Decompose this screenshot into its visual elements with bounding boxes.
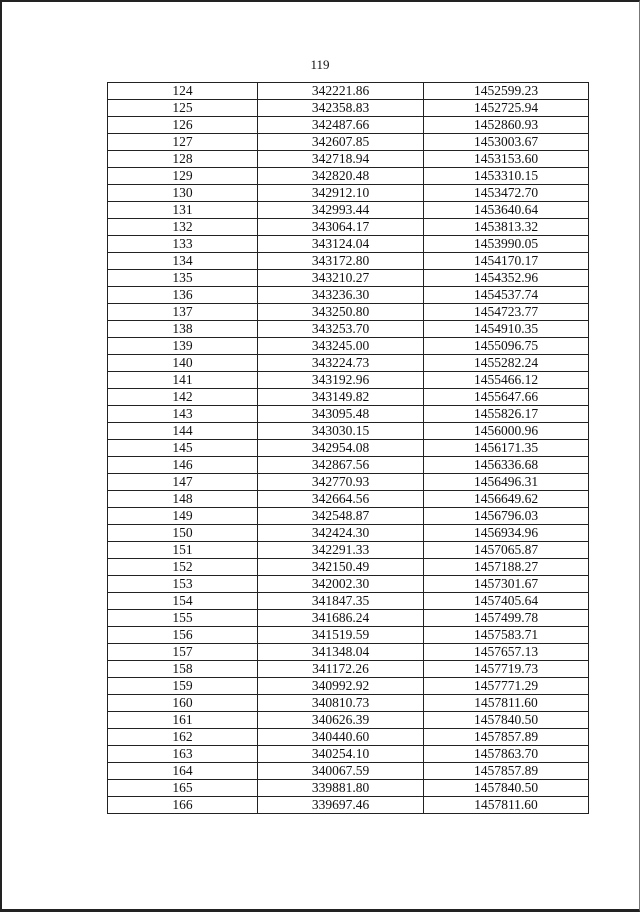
- table-row: [108, 627, 589, 644]
- point-number-cell: 135: [108, 270, 258, 287]
- table-row: [108, 712, 589, 729]
- point-number-cell: 164: [108, 763, 258, 780]
- point-number-cell: 162: [108, 729, 258, 746]
- x-coordinate-cell: 342358.83: [258, 100, 424, 117]
- point-number-cell: 140: [108, 355, 258, 372]
- point-number-cell: 126: [108, 117, 258, 134]
- x-coordinate-cell: 341686.24: [258, 610, 424, 627]
- y-coordinate-cell: 1453640.64: [424, 202, 589, 219]
- point-number-cell: 155: [108, 610, 258, 627]
- point-number-cell: 125: [108, 100, 258, 117]
- point-number-cell: 132: [108, 219, 258, 236]
- point-number-cell: 152: [108, 559, 258, 576]
- y-coordinate-cell: 1457499.78: [424, 610, 589, 627]
- y-coordinate-cell: 1453813.32: [424, 219, 589, 236]
- x-coordinate-cell: 342487.66: [258, 117, 424, 134]
- table-row: [108, 100, 589, 117]
- y-coordinate-cell: 1454170.17: [424, 253, 589, 270]
- point-number-cell: 149: [108, 508, 258, 525]
- y-coordinate-cell: 1455826.17: [424, 406, 589, 423]
- table-row: [108, 508, 589, 525]
- y-coordinate-cell: 1457657.13: [424, 644, 589, 661]
- table-row: [108, 644, 589, 661]
- x-coordinate-cell: 340810.73: [258, 695, 424, 712]
- y-coordinate-cell: 1457840.50: [424, 712, 589, 729]
- y-coordinate-cell: 1452725.94: [424, 100, 589, 117]
- y-coordinate-cell: 1457301.67: [424, 576, 589, 593]
- x-coordinate-cell: 342912.10: [258, 185, 424, 202]
- table-row: [108, 372, 589, 389]
- x-coordinate-cell: 341172.26: [258, 661, 424, 678]
- y-coordinate-cell: 1457719.73: [424, 661, 589, 678]
- x-coordinate-cell: 340254.10: [258, 746, 424, 763]
- x-coordinate-cell: 342993.44: [258, 202, 424, 219]
- y-coordinate-cell: 1457188.27: [424, 559, 589, 576]
- table-row: [108, 593, 589, 610]
- table-row: [108, 559, 589, 576]
- x-coordinate-cell: 343245.00: [258, 338, 424, 355]
- table-row: [108, 202, 589, 219]
- point-number-cell: 133: [108, 236, 258, 253]
- point-number-cell: 146: [108, 457, 258, 474]
- point-number-cell: 163: [108, 746, 258, 763]
- y-coordinate-cell: 1456496.31: [424, 474, 589, 491]
- x-coordinate-cell: 342820.48: [258, 168, 424, 185]
- point-number-cell: 150: [108, 525, 258, 542]
- y-coordinate-cell: 1454723.77: [424, 304, 589, 321]
- table-row: [108, 253, 589, 270]
- point-number-cell: 165: [108, 780, 258, 797]
- table-row: [108, 270, 589, 287]
- y-coordinate-cell: 1453310.15: [424, 168, 589, 185]
- point-number-cell: 144: [108, 423, 258, 440]
- y-coordinate-cell: 1456796.03: [424, 508, 589, 525]
- y-coordinate-cell: 1457811.60: [424, 695, 589, 712]
- table-row: [108, 474, 589, 491]
- point-number-cell: 151: [108, 542, 258, 559]
- point-number-cell: 128: [108, 151, 258, 168]
- point-number-cell: 124: [108, 83, 258, 100]
- y-coordinate-cell: 1457405.64: [424, 593, 589, 610]
- x-coordinate-cell: 343030.15: [258, 423, 424, 440]
- table-row: [108, 457, 589, 474]
- y-coordinate-cell: 1456171.35: [424, 440, 589, 457]
- x-coordinate-cell: 343149.82: [258, 389, 424, 406]
- coordinates-table-body: [108, 83, 589, 814]
- table-row: [108, 168, 589, 185]
- table-row: [108, 525, 589, 542]
- x-coordinate-cell: 342548.87: [258, 508, 424, 525]
- y-coordinate-cell: 1455647.66: [424, 389, 589, 406]
- point-number-cell: 142: [108, 389, 258, 406]
- point-number-cell: 148: [108, 491, 258, 508]
- point-number-cell: 143: [108, 406, 258, 423]
- x-coordinate-cell: 342718.94: [258, 151, 424, 168]
- table-row: [108, 576, 589, 593]
- table-row: [108, 440, 589, 457]
- point-number-cell: 141: [108, 372, 258, 389]
- table-row: [108, 746, 589, 763]
- table-row: [108, 406, 589, 423]
- y-coordinate-cell: 1457811.60: [424, 797, 589, 814]
- x-coordinate-cell: 343124.04: [258, 236, 424, 253]
- y-coordinate-cell: 1455466.12: [424, 372, 589, 389]
- table-row: [108, 542, 589, 559]
- page-number: 119: [310, 57, 330, 72]
- table-row: [108, 117, 589, 134]
- table-row: [108, 321, 589, 338]
- x-coordinate-cell: 340067.59: [258, 763, 424, 780]
- table-row: [108, 355, 589, 372]
- y-coordinate-cell: 1455096.75: [424, 338, 589, 355]
- x-coordinate-cell: 343250.80: [258, 304, 424, 321]
- y-coordinate-cell: 1457840.50: [424, 780, 589, 797]
- table-row: [108, 780, 589, 797]
- x-coordinate-cell: 342867.56: [258, 457, 424, 474]
- x-coordinate-cell: 342150.49: [258, 559, 424, 576]
- table-row: [108, 287, 589, 304]
- y-coordinate-cell: 1456000.96: [424, 423, 589, 440]
- y-coordinate-cell: 1456649.62: [424, 491, 589, 508]
- x-coordinate-cell: 342424.30: [258, 525, 424, 542]
- x-coordinate-cell: 341847.35: [258, 593, 424, 610]
- x-coordinate-cell: 343224.73: [258, 355, 424, 372]
- x-coordinate-cell: 342221.86: [258, 83, 424, 100]
- point-number-cell: 161: [108, 712, 258, 729]
- point-number-cell: 129: [108, 168, 258, 185]
- table-row: [108, 423, 589, 440]
- x-coordinate-cell: 339881.80: [258, 780, 424, 797]
- x-coordinate-cell: 342770.93: [258, 474, 424, 491]
- y-coordinate-cell: 1455282.24: [424, 355, 589, 372]
- y-coordinate-cell: 1453990.05: [424, 236, 589, 253]
- coordinates-table: [107, 82, 589, 814]
- y-coordinate-cell: 1454537.74: [424, 287, 589, 304]
- table-row: [108, 134, 589, 151]
- x-coordinate-cell: 340440.60: [258, 729, 424, 746]
- y-coordinate-cell: 1454910.35: [424, 321, 589, 338]
- point-number-cell: 127: [108, 134, 258, 151]
- x-coordinate-cell: 342002.30: [258, 576, 424, 593]
- point-number-cell: 157: [108, 644, 258, 661]
- y-coordinate-cell: 1456336.68: [424, 457, 589, 474]
- table-row: [108, 610, 589, 627]
- table-row: [108, 695, 589, 712]
- point-number-cell: 134: [108, 253, 258, 270]
- y-coordinate-cell: 1457065.87: [424, 542, 589, 559]
- point-number-cell: 145: [108, 440, 258, 457]
- x-coordinate-cell: 343064.17: [258, 219, 424, 236]
- x-coordinate-cell: 343236.30: [258, 287, 424, 304]
- x-coordinate-cell: 341519.59: [258, 627, 424, 644]
- y-coordinate-cell: 1454352.96: [424, 270, 589, 287]
- x-coordinate-cell: 340626.39: [258, 712, 424, 729]
- point-number-cell: 166: [108, 797, 258, 814]
- table-row: [108, 763, 589, 780]
- x-coordinate-cell: 342291.33: [258, 542, 424, 559]
- x-coordinate-cell: 343210.27: [258, 270, 424, 287]
- y-coordinate-cell: 1452599.23: [424, 83, 589, 100]
- x-coordinate-cell: 339697.46: [258, 797, 424, 814]
- y-coordinate-cell: 1453153.60: [424, 151, 589, 168]
- table-row: [108, 304, 589, 321]
- x-coordinate-cell: 341348.04: [258, 644, 424, 661]
- y-coordinate-cell: 1453003.67: [424, 134, 589, 151]
- y-coordinate-cell: 1457583.71: [424, 627, 589, 644]
- x-coordinate-cell: 342954.08: [258, 440, 424, 457]
- x-coordinate-cell: 343253.70: [258, 321, 424, 338]
- point-number-cell: 139: [108, 338, 258, 355]
- x-coordinate-cell: 343095.48: [258, 406, 424, 423]
- y-coordinate-cell: 1457771.29: [424, 678, 589, 695]
- point-number-cell: 131: [108, 202, 258, 219]
- point-number-cell: 154: [108, 593, 258, 610]
- point-number-cell: 138: [108, 321, 258, 338]
- y-coordinate-cell: 1456934.96: [424, 525, 589, 542]
- y-coordinate-cell: 1457863.70: [424, 746, 589, 763]
- table-row: [108, 797, 589, 814]
- table-row: [108, 219, 589, 236]
- y-coordinate-cell: 1457857.89: [424, 729, 589, 746]
- table-row: [108, 678, 589, 695]
- point-number-cell: 147: [108, 474, 258, 491]
- x-coordinate-cell: 343172.80: [258, 253, 424, 270]
- x-coordinate-cell: 342664.56: [258, 491, 424, 508]
- table-row: [108, 151, 589, 168]
- x-coordinate-cell: 340992.92: [258, 678, 424, 695]
- point-number-cell: 159: [108, 678, 258, 695]
- table-row: [108, 236, 589, 253]
- table-row: [108, 185, 589, 202]
- y-coordinate-cell: 1453472.70: [424, 185, 589, 202]
- y-coordinate-cell: 1452860.93: [424, 117, 589, 134]
- x-coordinate-cell: 342607.85: [258, 134, 424, 151]
- point-number-cell: 130: [108, 185, 258, 202]
- table-row: [108, 389, 589, 406]
- table-row: [108, 338, 589, 355]
- table-row: [108, 729, 589, 746]
- table-row: [108, 491, 589, 508]
- y-coordinate-cell: 1457857.89: [424, 763, 589, 780]
- point-number-cell: 160: [108, 695, 258, 712]
- point-number-cell: 136: [108, 287, 258, 304]
- table-row: [108, 83, 589, 100]
- point-number-cell: 158: [108, 661, 258, 678]
- point-number-cell: 156: [108, 627, 258, 644]
- x-coordinate-cell: 343192.96: [258, 372, 424, 389]
- table-row: [108, 661, 589, 678]
- point-number-cell: 153: [108, 576, 258, 593]
- point-number-cell: 137: [108, 304, 258, 321]
